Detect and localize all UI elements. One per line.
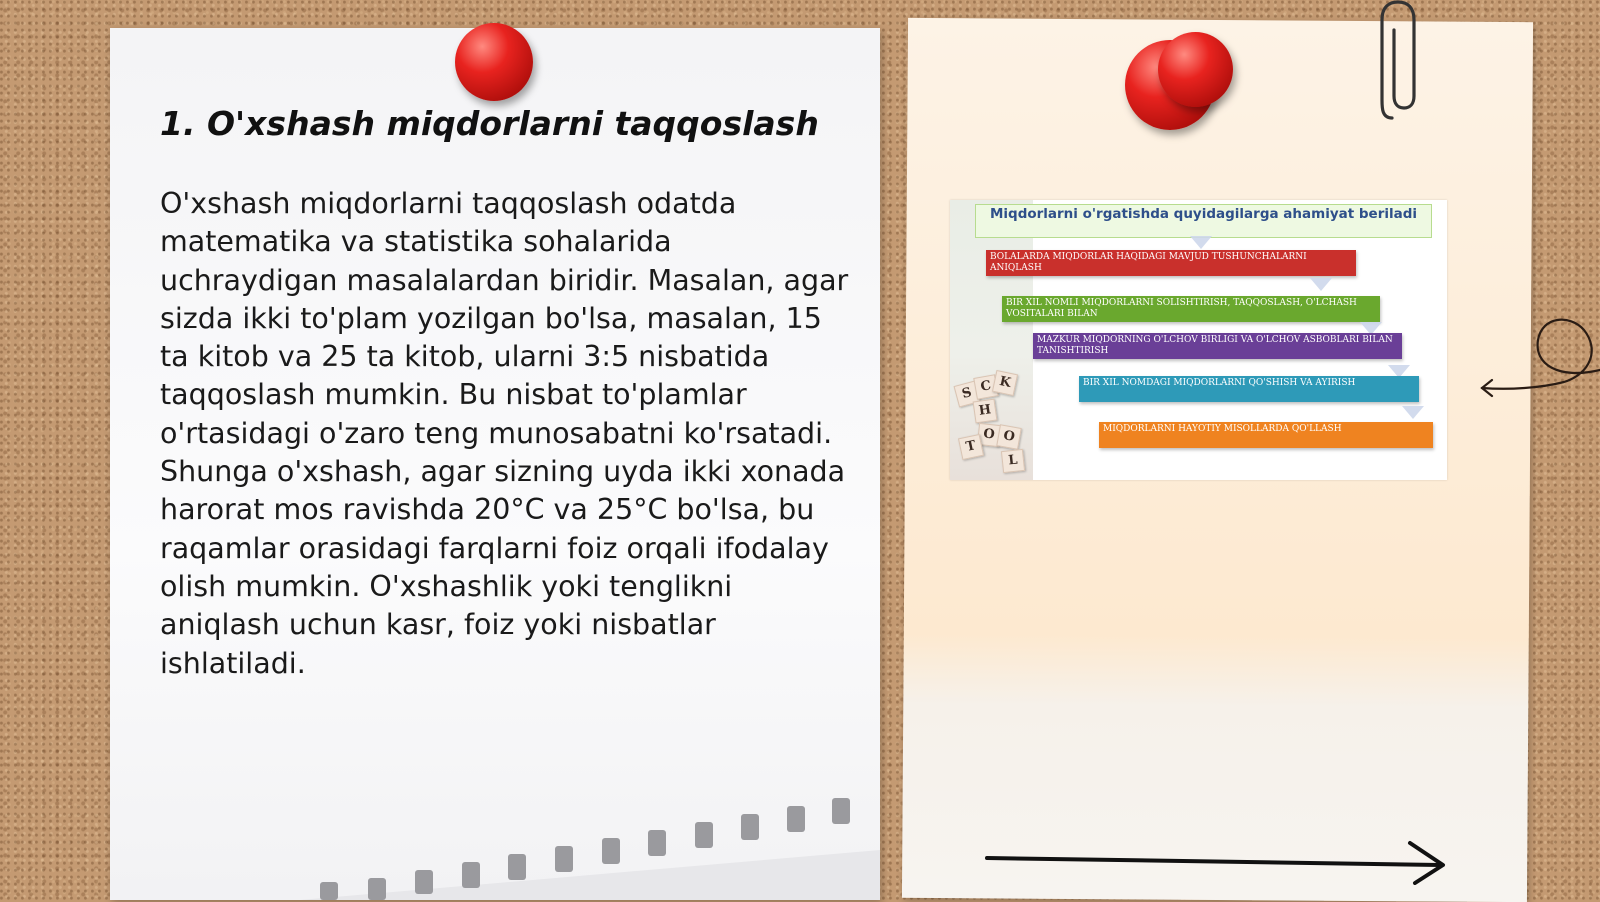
- notepad-tear-edge: [300, 790, 880, 900]
- letter-tile: K: [992, 370, 1018, 396]
- slide-step-bar: MAZKUR MIQDORNING O'LCHOV BIRLIGI VA O'LCHOV ASBOBLARI BILAN TANISHTIRISH: [1033, 333, 1402, 359]
- slide-step-bar: BIR XIL NOMLI MIQDORLARNI SOLISHTIRISH, TAQQOSLASH, O'LCHASH VOSITALARI BILAN: [1002, 296, 1380, 322]
- chevron-down-icon: [1310, 278, 1332, 291]
- slide-heading: Miqdorlarni o'rgatishda quyidagilarga ahamiyat beriladi: [975, 204, 1432, 238]
- slide-image: [950, 200, 1447, 480]
- slide-step-bar: MIQDORLARNI HAYOTIY MISOLLARDA QO'LLASH: [1099, 422, 1433, 448]
- letter-tile: C: [973, 374, 998, 399]
- letter-tile: O: [996, 424, 1021, 449]
- letter-tile: O: [977, 423, 1001, 447]
- red-pushpin-icon: [455, 23, 533, 101]
- body-paragraph: O'xshash miqdorlarni taqqoslash odatda matematika va statistika sohalarida uchraydigan masalalardan biridir. Masalan, agar sizda ikki to'plam yozilgan bo'lsa, masalan, 15 ta kitob va 25 ta kitob, ularni 3:5 nisbatida taqqoslash mumkin. Bu nisbat to'plamlar o'rtasidagi o'zaro teng munosabatni ko'rsatadi. Shunga o'xshash, agar sizning uyda ikki xonada harorat mos ravishda 20°C va 25°C bo'lsa, bu raqamlar orasidagi farqlarni foiz orqali ifodalay olish mumkin. O'xshashlik yoki tenglikni aniqlash uchun kasr, foiz yoki nisbatlar ishlatiladi.: [160, 187, 849, 680]
- red-pushpin-icon: [1158, 32, 1233, 107]
- letter-tile: H: [973, 399, 998, 424]
- slide-step-bar: BIR XIL NOMDAGI MIQDORLARNI QO'SHISH VA AYIRISH: [1079, 376, 1419, 402]
- page-title: 1. O'xshash miqdorlarni taqqoslash: [160, 104, 819, 143]
- right-arrow-icon: [985, 835, 1455, 885]
- letter-tile: S: [954, 381, 981, 408]
- loop-arrow-doodle: [1480, 310, 1600, 420]
- letter-tile: T: [958, 434, 984, 460]
- chevron-down-icon: [1190, 236, 1212, 249]
- chevron-down-icon: [1402, 406, 1424, 419]
- paperclip-icon: [1378, 0, 1418, 125]
- letter-tile: L: [1001, 449, 1025, 473]
- slide-step-bar: BOLALARDA MIQDORLAR HAQIDAGI MAVJUD TUSHUNCHALARNI ANIQLASH: [986, 250, 1356, 276]
